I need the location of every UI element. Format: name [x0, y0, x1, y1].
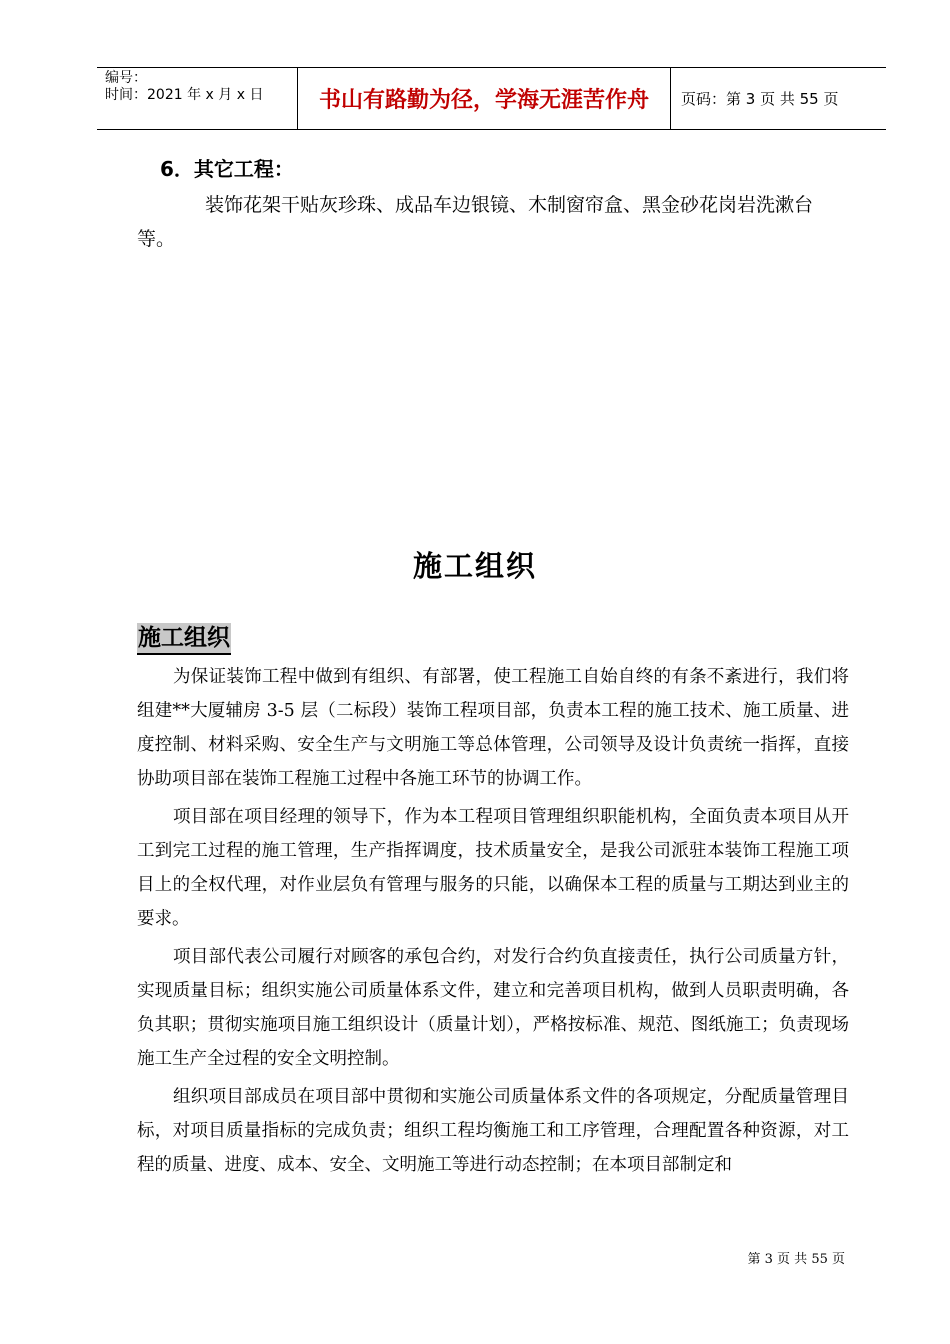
paragraph: 为保证装饰工程中做到有组织、有部署，使工程施工自始自终的有条不紊进行，我们将组建**大厦辅房 3-5 层（二标段）装饰工程项目部，负责本工程的施工技术、施工质量、进度控制、材料采购、安全生产与文明施工等总体管理，公司领导及设计负责统一指挥，直接协助项目部在装饰工程施工过程中各施工环节的协调工作。: [137, 667, 849, 789]
sub-title: 施工组织: [137, 623, 231, 655]
paragraph: 组织项目部成员在项目部中贯彻和实施公司质量体系文件的各项规定，分配质量管理目标，对项目质量指标的完成负责；组织工程均衡施工和工序管理，合理配置各种资源，对工程的质量、进度、成本、安全、文明施工等进行动态控制；在本项目部制定和: [137, 1087, 849, 1175]
body-text: [137, 660, 849, 1186]
paragraph: 项目部在项目经理的领导下，作为本工程项目管理组织职能机构，全面负责本项目从开工到完工过程的施工管理，生产指挥调度，技术质量安全，是我公司派驻本装饰工程施工项目上的全权代理，对作业层负有管理与服务的只能，以确保本工程的质量与工期达到业主的要求。: [137, 807, 849, 929]
section-6-heading: 6．其它工程：: [160, 157, 294, 181]
number-label: 编号：: [105, 70, 147, 86]
header-motto: 书山有路勤为径，学海无涯苦作舟: [297, 68, 671, 129]
page-header: [97, 67, 886, 130]
page-footer: 第 3 页 共 55 页: [747, 1252, 845, 1267]
paragraph: 项目部代表公司履行对顾客的承包合约，对发行合约负直接责任，执行公司质量方针，实现质量目标；组织实施公司质量体系文件，建立和完善项目机构，做到人员职责明确，各负其职；贯彻实施项目施工组织设计（质量计划），严格按标准、规范、图纸施工；负责现场施工生产全过程的安全文明控制。: [137, 947, 849, 1069]
section-6-text: 装饰花架干贴灰珍珠、成品车边银镜、木制窗帘盒、黑金砂花岗岩洗漱台等。: [137, 194, 814, 250]
header-meta: [97, 68, 297, 131]
main-title: 施工组织: [412, 549, 537, 583]
time-label: 时间：2021 年 x 月 x 日: [105, 87, 264, 103]
header-page-info: 页码：第 3 页 共 55 页: [681, 90, 839, 108]
